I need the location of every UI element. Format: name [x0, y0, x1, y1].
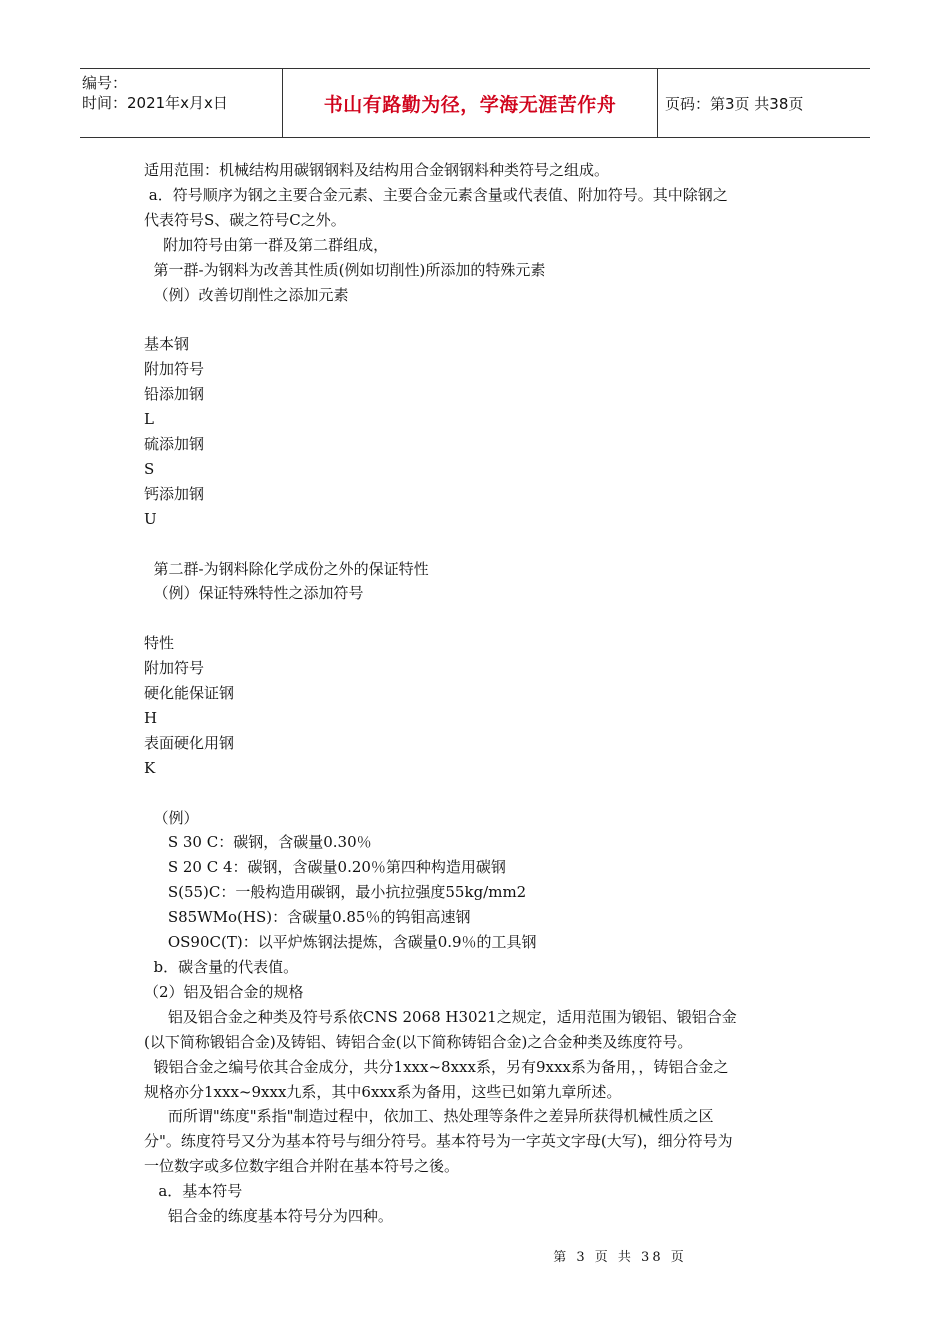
- body-line: （例）保证特殊特性之添加符号: [144, 584, 364, 603]
- body-line: [144, 532, 814, 557]
- document-time-label: 时间：2021年x月x日: [82, 94, 228, 112]
- body-line: 附加符号: [144, 360, 205, 379]
- body-line: 一位数字或多位数字组合并附在基本符号之後。: [144, 1157, 460, 1176]
- body-line: L: [144, 410, 154, 429]
- body-line: 铝及铝合金之种类及符号系依CNS 2068 H3021之规定，适用范围为锻铝、锻铝合金: [144, 1007, 737, 1026]
- header-left-cell: [80, 69, 283, 137]
- body-line: 基本钢: [144, 335, 190, 354]
- body-line: a．基本符号: [144, 1182, 243, 1201]
- body-line: （例）改善切削性之添加元素: [144, 285, 349, 304]
- body-line: [144, 307, 814, 332]
- body-line: b．碳含量的代表值。: [144, 958, 299, 976]
- body-line: 表面硬化用钢: [144, 733, 235, 752]
- body-line: S85WMo(HS)：含碳量0.85％的钨钼高速钢: [144, 908, 471, 927]
- body-line: 钙添加钢: [144, 484, 205, 503]
- body-line: 硬化能保证钢: [144, 684, 235, 703]
- body-line: 附加符号由第一群及第二群组成，: [144, 235, 389, 254]
- body-line: 硫添加钢: [144, 434, 205, 453]
- body-line: 特性: [144, 634, 175, 653]
- body-line: （例）: [144, 808, 199, 827]
- body-line: 而所谓"练度"系指"制造过程中，依加工、热处理等条件之差异所获得机械性质之区: [144, 1107, 714, 1126]
- page-header: [80, 68, 870, 138]
- header-page-info: 页码：第3页 共38页: [665, 94, 804, 113]
- document-number-label: 编号：: [82, 74, 128, 92]
- body-line: S 20 C 4：碳钢，含碳量0.20％第四种构造用碳钢: [144, 858, 506, 877]
- body-line: S 30 C：碳钢，含碳量0.30％: [144, 833, 372, 852]
- body-line: 适用范围：机械结构用碳钢钢料及结构用合金钢钢料种类符号之组成。: [144, 161, 610, 179]
- body-line: 第一群-为钢料为改善其性质(例如切削性)所添加的特殊元素: [144, 260, 546, 279]
- body-line: 第二群-为钢料除化学成份之外的保证特性: [144, 559, 429, 578]
- body-line: OS90C(T)：以平炉炼钢法提炼，含碳量0.9％的工具钢: [144, 933, 537, 952]
- body-line: H: [144, 708, 158, 727]
- body-line: 分"。练度符号又分为基本符号与细分符号。基本符号为一字英文字母(大写)，细分符号为: [144, 1132, 733, 1151]
- body-line: 铅添加钢: [144, 385, 205, 404]
- body-line: [144, 781, 814, 806]
- document-body: [144, 158, 814, 1229]
- body-line: 铝合金的练度基本符号分为四种。: [144, 1207, 393, 1226]
- body-line: S: [144, 459, 155, 478]
- header-motto: 书山有路勤为径，学海无涯苦作舟: [283, 69, 658, 137]
- body-line: 附加符号: [144, 659, 205, 678]
- body-line: U: [144, 509, 157, 528]
- body-line: (以下简称锻铝合金)及铸铝、铸铝合金(以下简称铸铝合金)之合金种类及练度符号。: [144, 1032, 693, 1051]
- body-line: K: [144, 758, 156, 777]
- body-line: [144, 606, 814, 631]
- page-footer: 第 3 页 共 38 页: [553, 1250, 687, 1265]
- body-line: 代表符号S、碳之符号C之外。: [144, 210, 346, 229]
- body-line: a．符号顺序为钢之主要合金元素、主要合金元素含量或代表值、附加符号。其中除钢之: [144, 185, 728, 204]
- body-line: 锻铝合金之编号依其合金成分，共分1xxx~8xxx系，另有9xxx系为备用，，铸铝合金之: [144, 1057, 729, 1076]
- body-line: S(55)C：一般构造用碳钢，最小抗拉强度55kg/mm2: [144, 883, 527, 902]
- body-line: 规格亦分1xxx~9xxx九系，其中6xxx系为备用，这些已如第九章所述。: [144, 1082, 622, 1101]
- body-line: （2）铝及铝合金的规格: [144, 982, 304, 1001]
